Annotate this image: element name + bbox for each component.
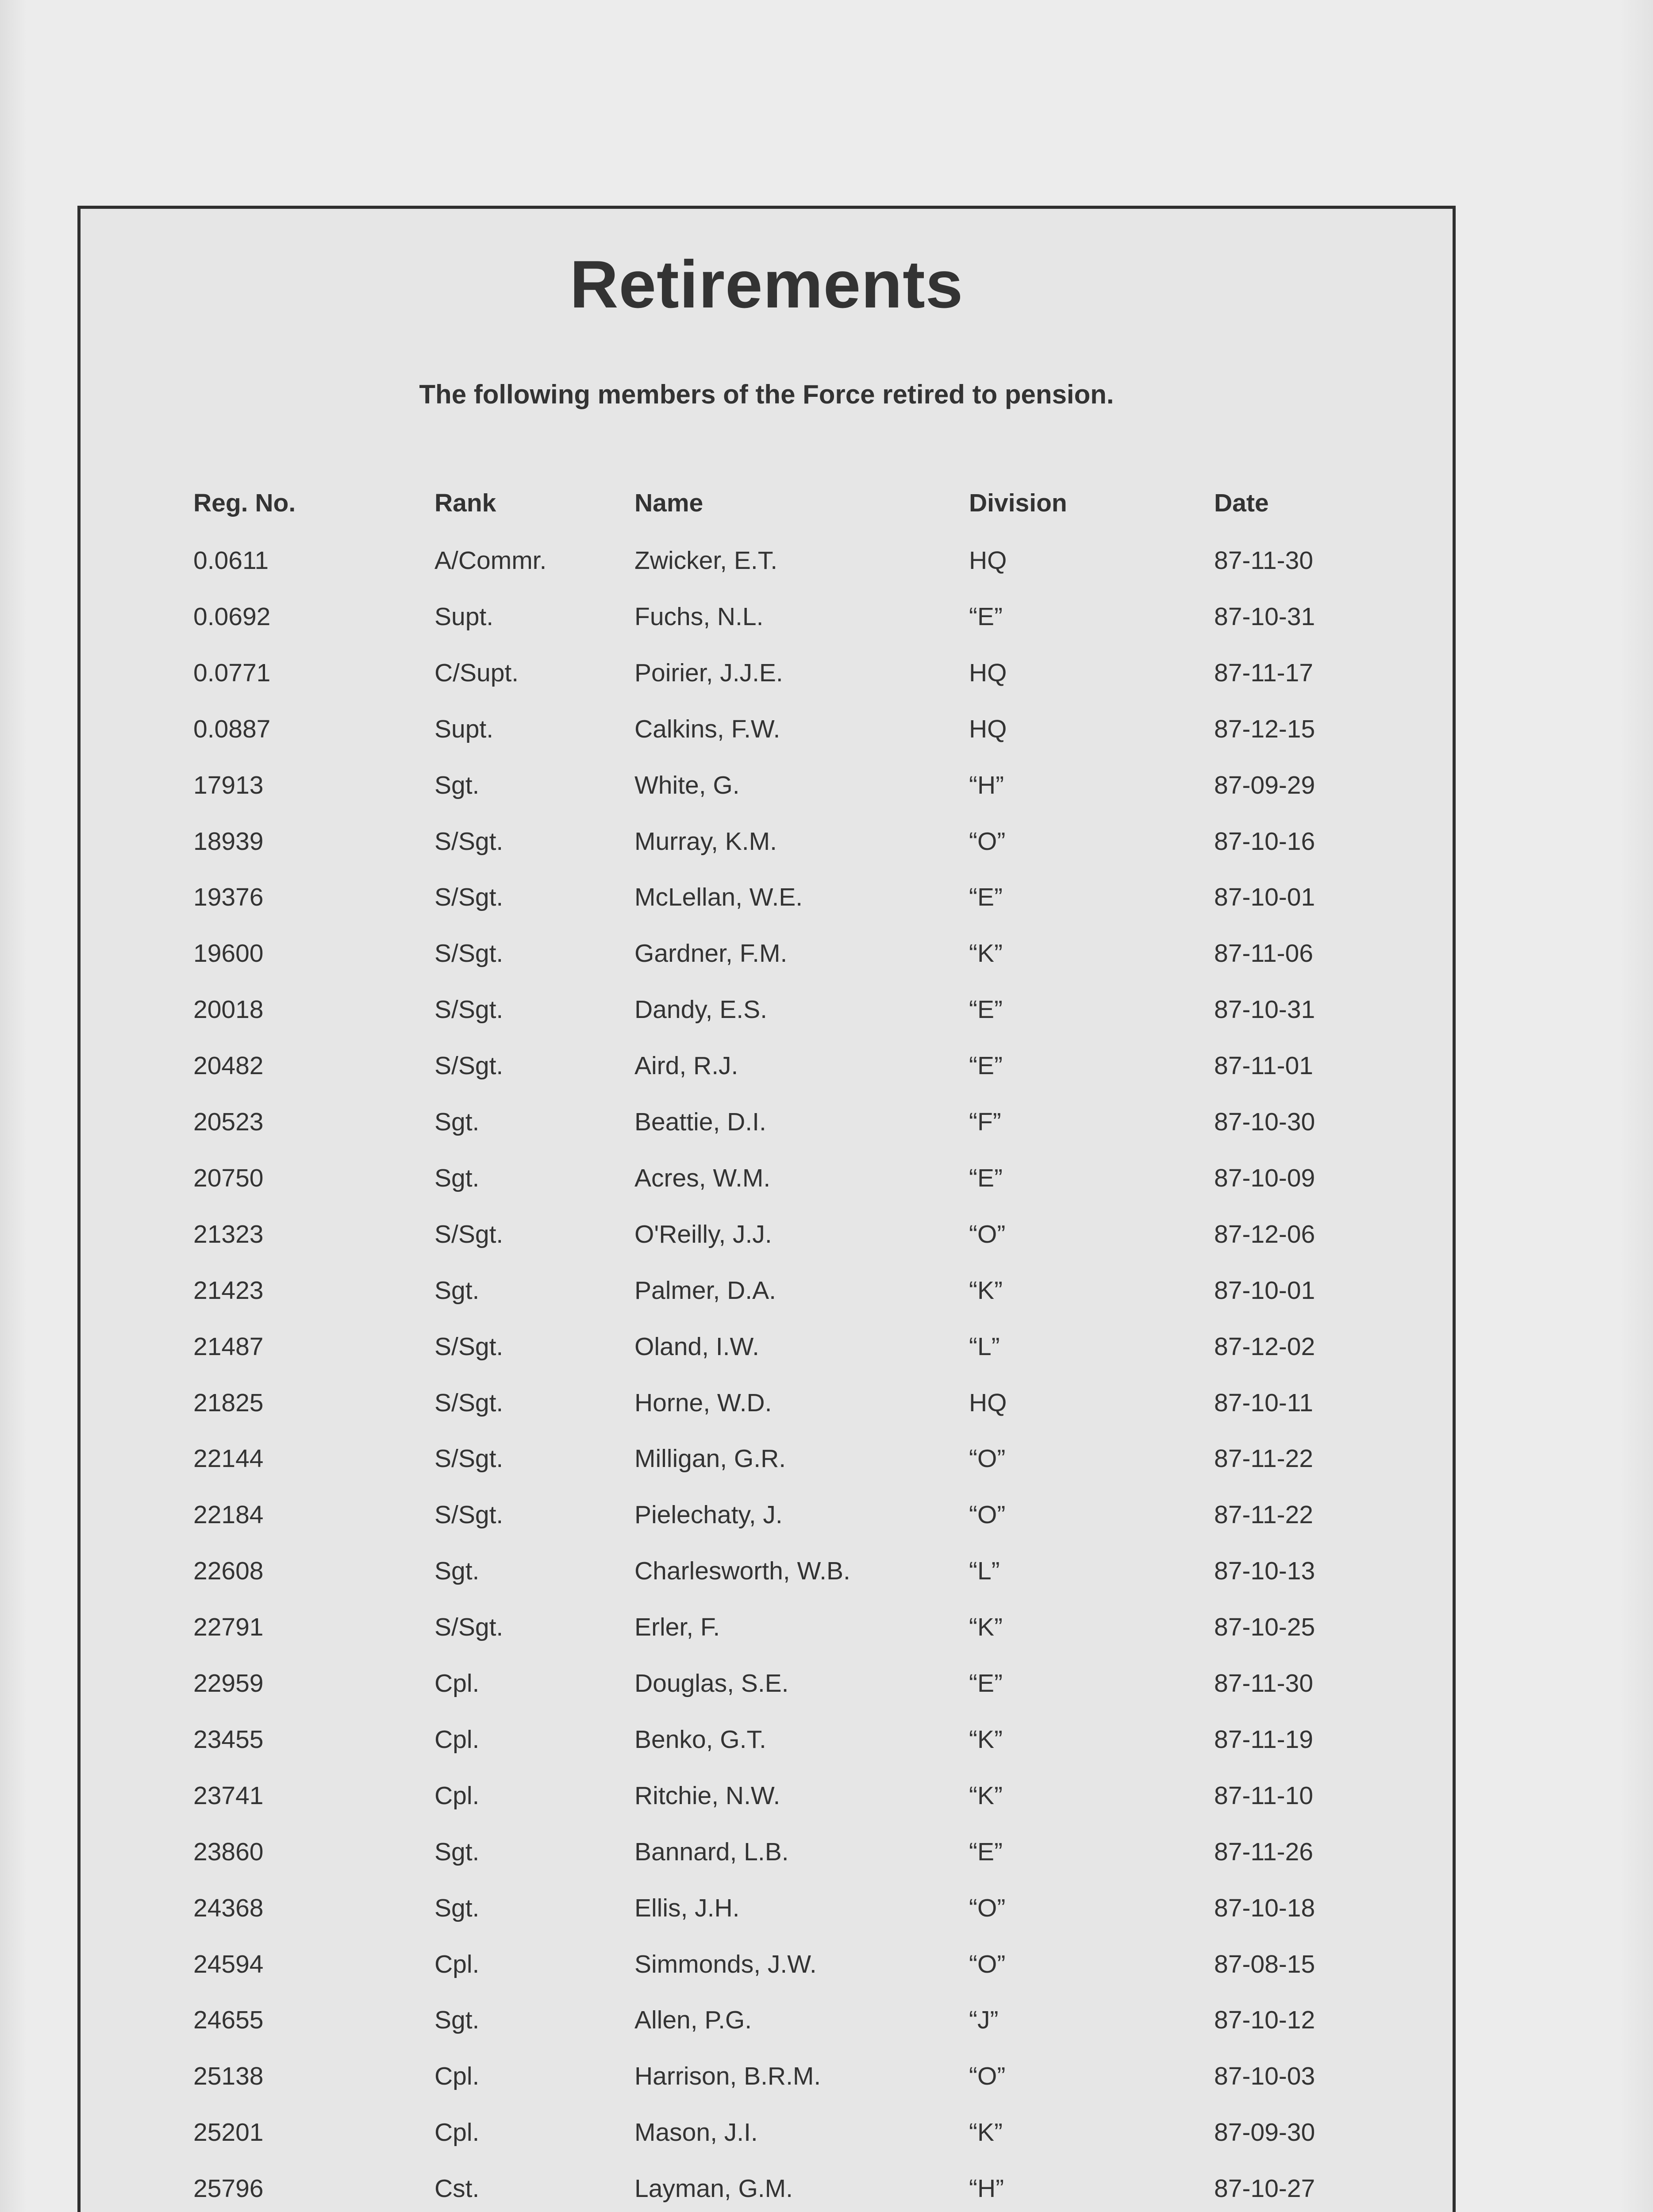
cell-date: 87-11-10: [1214, 1781, 1313, 1810]
cell-date: 87-10-03: [1214, 2062, 1315, 2091]
cell-rank: S/Sgt.: [434, 995, 504, 1024]
cell-division: “H”: [969, 771, 1004, 799]
cell-name: Aird, R.J.: [634, 1052, 738, 1080]
header-rank: Rank: [434, 489, 496, 517]
cell-rank: Cst.: [434, 2174, 480, 2203]
cell-name: Palmer, D.A.: [634, 1276, 776, 1305]
cell-rank: Sgt.: [434, 1108, 480, 1136]
cell-name: Zwicker, E.T.: [634, 546, 778, 575]
cell-rank: Sgt.: [434, 1837, 480, 1866]
cell-name: Bannard, L.B.: [634, 1837, 789, 1866]
table-row: [81, 1720, 1453, 1759]
cell-date: 87-10-31: [1214, 602, 1315, 631]
cell-name: Simmonds, J.W.: [634, 1950, 817, 1978]
cell-rank: S/Sgt.: [434, 1388, 504, 1417]
cell-rank: S/Sgt.: [434, 1332, 504, 1361]
cell-reg-no: 0.0692: [193, 602, 271, 631]
cell-reg-no: 23741: [193, 1781, 264, 1810]
page-title: Retirements: [569, 247, 964, 322]
table-row: [81, 1551, 1453, 1591]
cell-reg-no: 20482: [193, 1052, 264, 1080]
cell-division: “L”: [969, 1557, 1000, 1586]
cell-name: O'Reilly, J.J.: [634, 1220, 772, 1248]
cell-rank: S/Sgt.: [434, 1613, 504, 1642]
cell-division: “K”: [969, 1781, 1003, 1810]
cell-division: “E”: [969, 1837, 1003, 1866]
cell-reg-no: 20018: [193, 995, 264, 1024]
cell-rank: Cpl.: [434, 1669, 480, 1697]
cell-date: 87-10-12: [1214, 2006, 1315, 2035]
cell-reg-no: 21487: [193, 1332, 264, 1361]
cell-rank: S/Sgt.: [434, 827, 504, 856]
cell-date: 87-12-06: [1214, 1220, 1315, 1248]
cell-rank: S/Sgt.: [434, 1052, 504, 1080]
cell-division: “K”: [969, 1725, 1003, 1754]
cell-rank: Sgt.: [434, 1557, 480, 1586]
cell-reg-no: 22791: [193, 1613, 264, 1642]
table-row: [81, 933, 1453, 973]
cell-division: “O”: [969, 1950, 1006, 1978]
cell-division: “E”: [969, 1669, 1003, 1697]
header-name: Name: [634, 489, 703, 517]
table-row: [81, 877, 1453, 917]
cell-reg-no: 23860: [193, 1837, 264, 1866]
cell-division: “O”: [969, 1444, 1006, 1473]
table-row: [81, 2112, 1453, 2152]
cell-name: Ellis, J.H.: [634, 1893, 740, 1922]
retirements-table: [81, 209, 1453, 2212]
cell-name: Mason, J.I.: [634, 2118, 758, 2147]
cell-rank: Cpl.: [434, 2062, 480, 2091]
cell-division: HQ: [969, 714, 1007, 743]
cell-division: “E”: [969, 883, 1003, 912]
cell-reg-no: 25201: [193, 2118, 264, 2147]
cell-reg-no: 0.0887: [193, 714, 271, 743]
cell-division: “L”: [969, 1332, 1000, 1361]
cell-name: Douglas, S.E.: [634, 1669, 789, 1697]
cell-reg-no: 19376: [193, 883, 264, 912]
cell-reg-no: 24594: [193, 1950, 264, 1978]
cell-rank: C/Supt.: [434, 658, 519, 687]
cell-date: 87-10-09: [1214, 1164, 1315, 1192]
cell-date: 87-10-01: [1214, 883, 1315, 912]
cell-name: Harrison, B.R.M.: [634, 2062, 821, 2091]
cell-name: Allen, P.G.: [634, 2006, 752, 2035]
header-date: Date: [1214, 489, 1269, 517]
cell-rank: S/Sgt.: [434, 1444, 504, 1473]
cell-date: 87-12-02: [1214, 1332, 1315, 1361]
cell-date: 87-11-26: [1214, 1837, 1313, 1866]
cell-division: “K”: [969, 1276, 1003, 1305]
table-row: [81, 2000, 1453, 2040]
cell-reg-no: 21423: [193, 1276, 264, 1305]
cell-division: HQ: [969, 1388, 1007, 1417]
cell-division: HQ: [969, 658, 1007, 687]
cell-name: Poirier, J.J.E.: [634, 658, 783, 687]
cell-date: 87-09-30: [1214, 2118, 1315, 2147]
cell-rank: Sgt.: [434, 1164, 480, 1192]
table-row: [81, 1214, 1453, 1254]
cell-rank: Sgt.: [434, 771, 480, 799]
cell-rank: S/Sgt.: [434, 939, 504, 968]
cell-division: “H”: [969, 2174, 1004, 2203]
table-row: [81, 1888, 1453, 1928]
cell-reg-no: 23455: [193, 1725, 264, 1754]
cell-reg-no: 24368: [193, 1893, 264, 1922]
cell-name: McLellan, W.E.: [634, 883, 803, 912]
cell-name: Acres, W.M.: [634, 1164, 771, 1192]
table-row: [81, 1832, 1453, 1872]
cell-rank: Supt.: [434, 714, 494, 743]
table-row: [81, 1327, 1453, 1367]
cell-date: 87-10-27: [1214, 2174, 1315, 2203]
cell-rank: Cpl.: [434, 1781, 480, 1810]
cell-division: “O”: [969, 827, 1006, 856]
cell-division: “K”: [969, 1613, 1003, 1642]
retirements-box: [77, 206, 1456, 2212]
cell-reg-no: 25796: [193, 2174, 264, 2203]
table-row: [81, 1102, 1453, 1142]
cell-date: 87-10-30: [1214, 1108, 1315, 1136]
cell-division: “O”: [969, 1220, 1006, 1248]
cell-division: “E”: [969, 995, 1003, 1024]
table-row: [81, 1158, 1453, 1198]
page-subtitle: The following members of the Force retired to pension.: [419, 380, 1114, 409]
cell-date: 87-09-29: [1214, 771, 1315, 799]
cell-name: White, G.: [634, 771, 740, 799]
cell-division: “O”: [969, 1501, 1006, 1529]
cell-rank: S/Sgt.: [434, 883, 504, 912]
cell-date: 87-10-18: [1214, 1893, 1315, 1922]
table-row: [81, 1495, 1453, 1535]
cell-date: 87-10-11: [1214, 1388, 1313, 1417]
cell-rank: Sgt.: [434, 2006, 480, 2035]
cell-reg-no: 21323: [193, 1220, 264, 1248]
cell-name: Benko, G.T.: [634, 1725, 766, 1754]
cell-reg-no: 20750: [193, 1164, 264, 1192]
cell-division: “E”: [969, 602, 1003, 631]
cell-division: “E”: [969, 1164, 1003, 1192]
cell-reg-no: 22959: [193, 1669, 264, 1697]
cell-reg-no: 20523: [193, 1108, 264, 1136]
cell-date: 87-11-01: [1214, 1052, 1313, 1080]
table-row: [81, 1607, 1453, 1647]
table-row: [81, 709, 1453, 749]
cell-date: 87-12-15: [1214, 714, 1315, 743]
cell-rank: Cpl.: [434, 2118, 480, 2147]
cell-reg-no: 24655: [193, 2006, 264, 2035]
cell-division: “J”: [969, 2006, 999, 2035]
cell-date: 87-11-19: [1214, 1725, 1313, 1754]
cell-name: Calkins, F.W.: [634, 714, 780, 743]
table-row: [81, 822, 1453, 861]
cell-rank: Supt.: [434, 602, 494, 631]
table-row: [81, 1439, 1453, 1479]
cell-name: Gardner, F.M.: [634, 939, 788, 968]
cell-date: 87-11-17: [1214, 658, 1313, 687]
cell-name: Murray, K.M.: [634, 827, 777, 856]
table-row: [81, 990, 1453, 1029]
cell-division: HQ: [969, 546, 1007, 575]
cell-date: 87-10-31: [1214, 995, 1315, 1024]
cell-name: Ritchie, N.W.: [634, 1781, 780, 1810]
cell-date: 87-11-22: [1214, 1501, 1313, 1529]
cell-name: Layman, G.M.: [634, 2174, 793, 2203]
cell-rank: Sgt.: [434, 1276, 480, 1305]
table-row: [81, 1663, 1453, 1703]
cell-name: Oland, I.W.: [634, 1332, 759, 1361]
cell-reg-no: 21825: [193, 1388, 264, 1417]
cell-division: “F”: [969, 1108, 1001, 1136]
cell-name: Fuchs, N.L.: [634, 602, 764, 631]
cell-reg-no: 25138: [193, 2062, 264, 2091]
cell-reg-no: 0.0771: [193, 658, 271, 687]
cell-name: Milligan, G.R.: [634, 1444, 786, 1473]
cell-reg-no: 22184: [193, 1501, 264, 1529]
cell-rank: S/Sgt.: [434, 1220, 504, 1248]
cell-rank: S/Sgt.: [434, 1501, 504, 1529]
cell-date: 87-11-06: [1214, 939, 1313, 968]
cell-reg-no: 22144: [193, 1444, 264, 1473]
cell-division: “E”: [969, 1052, 1003, 1080]
cell-division: “K”: [969, 939, 1003, 968]
header-division: Division: [969, 489, 1067, 517]
cell-rank: A/Commr.: [434, 546, 547, 575]
cell-date: 87-11-22: [1214, 1444, 1313, 1473]
cell-rank: Sgt.: [434, 1893, 480, 1922]
cell-date: 87-08-15: [1214, 1950, 1315, 1978]
table-row: [81, 2169, 1453, 2208]
cell-rank: Cpl.: [434, 1725, 480, 1754]
table-row: [81, 1046, 1453, 1086]
table-row: [81, 1776, 1453, 1816]
cell-date: 87-10-13: [1214, 1557, 1315, 1586]
cell-division: “O”: [969, 1893, 1006, 1922]
header-reg-no: Reg. No.: [193, 489, 296, 517]
cell-name: Erler, F.: [634, 1613, 720, 1642]
cell-rank: Cpl.: [434, 1950, 480, 1978]
cell-reg-no: 22608: [193, 1557, 264, 1586]
cell-name: Pielechaty, J.: [634, 1501, 783, 1529]
table-row: [81, 1944, 1453, 1984]
cell-name: Beattie, D.I.: [634, 1108, 766, 1136]
cell-reg-no: 17913: [193, 771, 264, 799]
cell-reg-no: 19600: [193, 939, 264, 968]
table-row: [81, 1383, 1453, 1423]
cell-date: 87-10-16: [1214, 827, 1315, 856]
cell-division: “K”: [969, 2118, 1003, 2147]
cell-reg-no: 0.0611: [193, 546, 269, 575]
cell-date: 87-11-30: [1214, 546, 1313, 575]
table-row: [81, 653, 1453, 693]
table-row: [81, 597, 1453, 637]
table-row: [81, 541, 1453, 580]
cell-name: Dandy, E.S.: [634, 995, 767, 1024]
table-row: [81, 1271, 1453, 1310]
cell-name: Charlesworth, W.B.: [634, 1557, 850, 1586]
cell-division: “O”: [969, 2062, 1006, 2091]
cell-reg-no: 18939: [193, 827, 264, 856]
table-row: [81, 2056, 1453, 2096]
table-row: [81, 765, 1453, 805]
cell-name: Horne, W.D.: [634, 1388, 772, 1417]
cell-date: 87-10-01: [1214, 1276, 1315, 1305]
table-header: [81, 483, 1453, 523]
cell-date: 87-10-25: [1214, 1613, 1315, 1642]
cell-date: 87-11-30: [1214, 1669, 1313, 1697]
